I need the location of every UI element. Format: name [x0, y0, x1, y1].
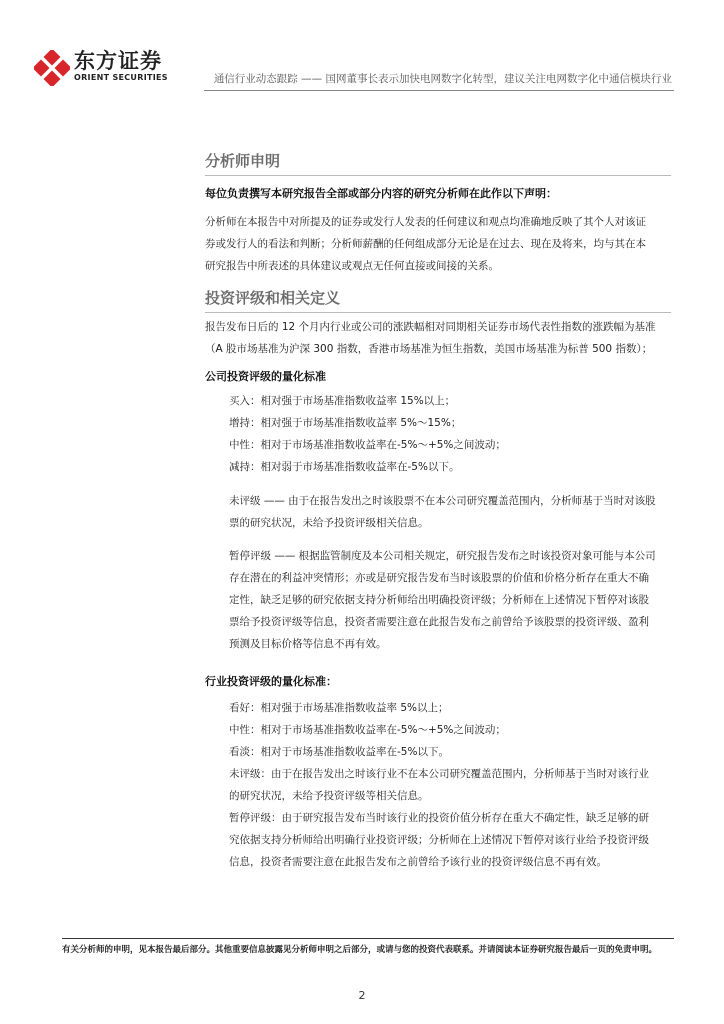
company-rating-heading: 公司投资评级的量化标准	[205, 370, 326, 383]
analyst-statement: 每位负责撰写本研究报告全部或部分内容的研究分析师在此作以下声明：	[205, 187, 557, 200]
company-suspended-line: 票给予投资评级等信息，投资者需要注意在此报告发布之前曾给予该股票的投资评级、盈利	[229, 616, 649, 628]
company-unrated-paragraph	[205, 490, 671, 534]
ratings-section-title: 投资评级和相关定义	[205, 287, 671, 313]
header-divider	[204, 90, 674, 91]
company-suspended-paragraph	[205, 545, 671, 655]
analyst-line: 券或发行人的看法和判断；分析师薪酬的任何组成部分无论是在过去、现在及将来，均与其在本	[205, 238, 646, 250]
page-number: 2	[358, 989, 366, 1002]
brand-name-en: ORIENT SECURITIES	[74, 73, 168, 82]
report-title: 通信行业动态跟踪 —— 国网董事长表示加快电网数字化转型，建议关注电网数字化中通信模块行业	[213, 73, 672, 85]
orient-securities-logo-icon	[34, 50, 70, 86]
industry-suspended-line: 暂停评级：由于研究报告发布当时该行业的投资价值分析存在重大不确定性，缺乏足够的研	[229, 812, 649, 824]
company-rating-item: 买入：相对强于市场基准指数收益率 15%以上；	[229, 395, 456, 407]
company-suspended-line: 预测及目标价格等信息不再有效。	[229, 638, 387, 650]
ratings-intro-line: 报告发布日后的 12 个月内行业或公司的涨跌幅相对同期相关证券市场代表性指数的涨跌幅为基准	[205, 321, 656, 333]
industry-unrated-line: 的研究状况，未给予投资评级等相关信息。	[229, 790, 429, 802]
company-unrated-line: 票的研究状况，未给予投资评级相关信息。	[229, 517, 429, 529]
company-rating-item: 中性：相对于市场基准指数收益率在-5%～+5%之间波动；	[229, 439, 506, 451]
industry-unrated-paragraph	[205, 763, 671, 807]
footer-divider	[62, 938, 674, 939]
company-suspended-line: 暂停评级 —— 根据监管制度及本公司相关规定，研究报告发布之时该投资对象可能与本公司	[229, 550, 656, 562]
analyst-line: 研究报告中所表述的具体建议或观点无任何直接或间接的关系。	[205, 260, 499, 272]
industry-rating-heading: 行业投资评级的量化标准：	[205, 675, 337, 688]
industry-suspended-line: 究依据支持分析师给出明确行业投资评级；分析师在上述情况下暂停对该行业给予投资评级	[229, 834, 649, 846]
brand-name-cn: 东方证券	[74, 49, 162, 73]
industry-rating-section	[205, 673, 671, 873]
company-suspended-line: 定性，缺乏足够的研究依据支持分析师给出明确投资评级；分析师在上述情况下暂停对该股	[229, 594, 649, 606]
ratings-section	[205, 287, 671, 655]
industry-unrated-line: 未评级：由于在报告发出之时该行业不在本公司研究覆盖范围内，分析师基于当时对该行业	[229, 768, 649, 780]
ratings-intro	[205, 316, 671, 360]
industry-rating-item: 看淡：相对于市场基准指数收益率在-5%以下。	[229, 746, 449, 758]
analyst-paragraph	[205, 211, 671, 277]
industry-rating-item: 中性：相对于市场基准指数收益率在-5%～+5%之间波动；	[229, 724, 506, 736]
analyst-section-title: 分析师申明	[205, 150, 671, 176]
analyst-section	[205, 150, 671, 277]
industry-suspended-line: 信息，投资者需要注意在此报告发布之前曾给予该行业的投资评级信息不再有效。	[229, 856, 607, 868]
ratings-intro-line: （A 股市场基准为沪深 300 指数，香港市场基准为恒生指数，美国市场基准为标普 500 指数）；	[205, 343, 653, 355]
industry-rating-list	[205, 697, 671, 763]
company-unrated-line: 未评级 —— 由于在报告发出之时该股票不在本公司研究覆盖范围内，分析师基于当时对该股	[229, 495, 656, 507]
footer-disclaimer: 有关分析师的申明，见本报告最后部分。其他重要信息披露见分析师申明之后部分，或请与您的投资代表联系。并请阅读本证券研究报告最后一页的免责申明。	[62, 945, 658, 955]
company-rating-item: 增持：相对强于市场基准指数收益率 5%～15%；	[229, 417, 462, 429]
company-rating-list	[205, 390, 671, 478]
industry-suspended-paragraph	[205, 807, 671, 873]
analyst-line: 分析师在本报告中对所提及的证券或发行人发表的任何建议和观点均准确地反映了其个人对该证	[205, 216, 646, 228]
company-rating-item: 减持：相对弱于市场基准指数收益率在-5%以下。	[229, 461, 460, 473]
company-suspended-line: 存在潜在的利益冲突情形；亦或是研究报告发布当时该股票的价值和价格分析存在重大不确	[229, 572, 649, 584]
industry-rating-item: 看好：相对强于市场基准指数收益率 5%以上；	[229, 702, 449, 714]
